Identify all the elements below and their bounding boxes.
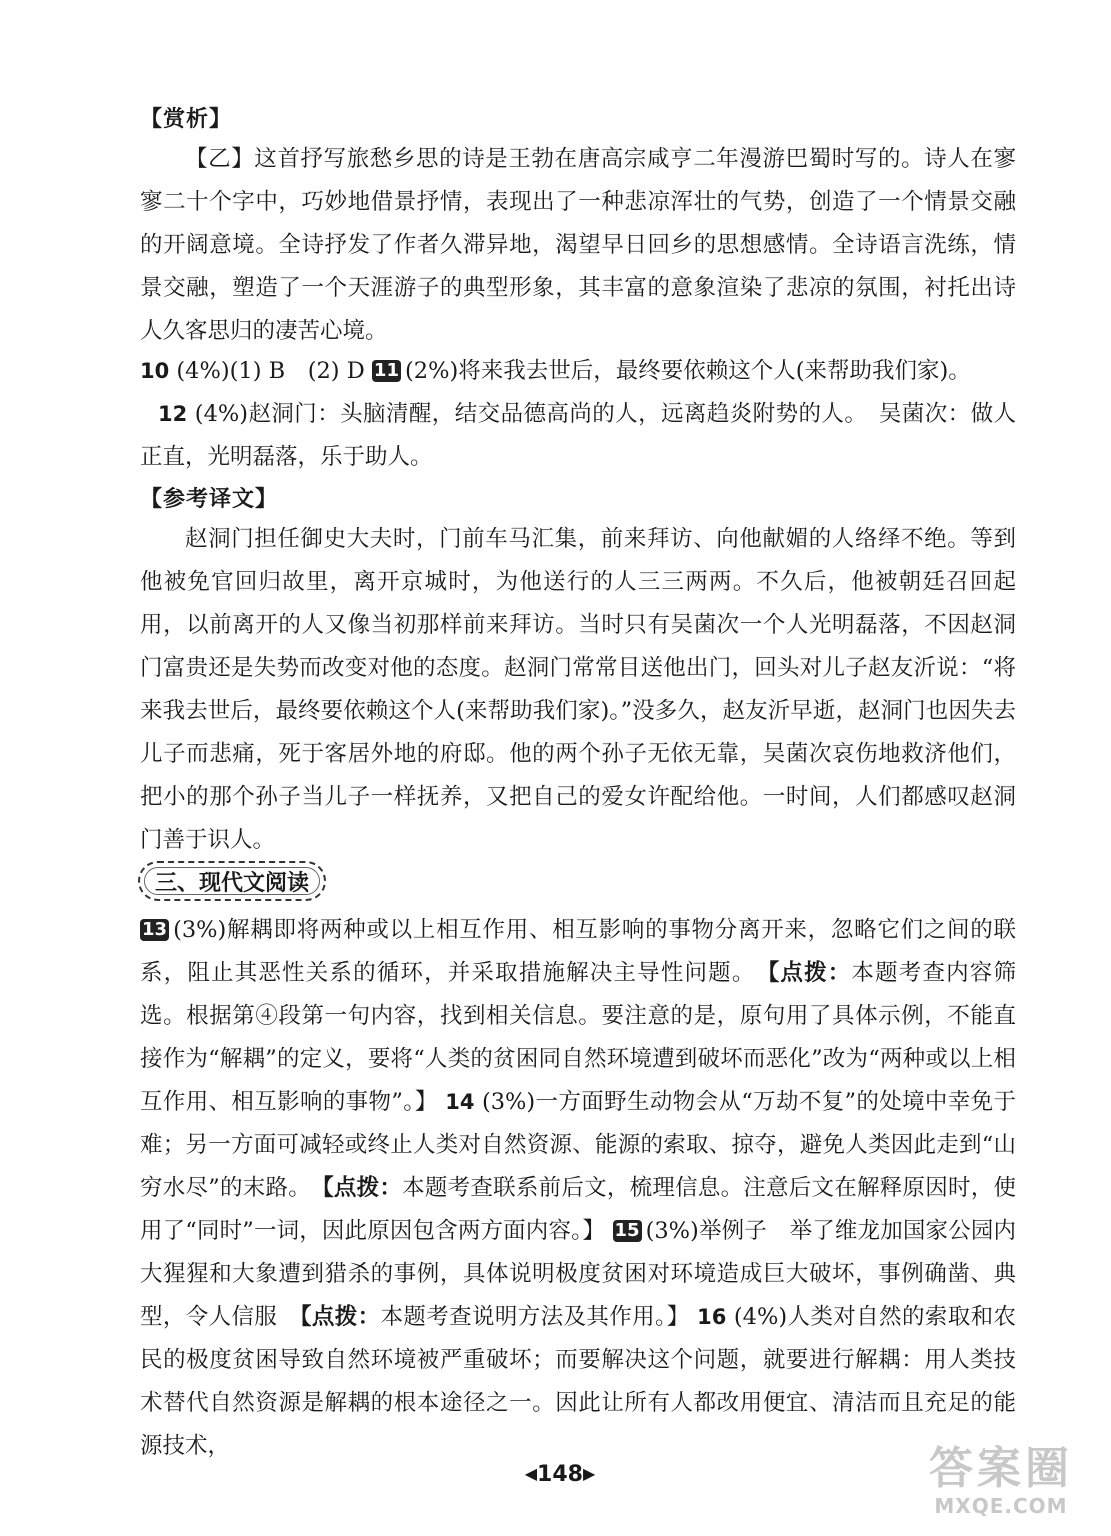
answer-12: (4%)赵洞门：头脑清醒，结交品德高尚的人，远离趋炎附势的人。 吴菌次：做人正直，光明磊落，乐于助人。 <box>140 401 1016 470</box>
answer-16: (4%)人类对自然的索取和农民的极度贫困导致自然环境被严重破坏；而要解决这个问题，就要进行解耦：用人类技术替代自然资源是解耦的根本途径之一。因此让所有人都改用便宜、清洁而且充足的能源技术， <box>140 1304 1016 1459</box>
answer-13: (3%)解耦即将两种或以上相互作用、相互影响的事物分离开来，忽略它们之间的联系，阻止其恶性关系的循环，并采取措施解决主导性问题。 <box>140 917 1016 986</box>
appreciation-heading: 【赏析】 <box>140 107 233 132</box>
question-number-11: 11 <box>373 360 399 381</box>
tip-label-14: 【点拨： <box>322 1175 403 1201</box>
watermark-logo <box>911 1444 1091 1524</box>
watermark-mark: 答案圈 <box>929 1443 1073 1494</box>
answer-15: (3%)举例子 举了维龙加国家公园内大猩猩和大象遭到猎杀的事例，具体说明极度贫困对环境造成巨大破坏，事例确凿、典型，令人信服 <box>140 1218 1016 1330</box>
question-number-16: 16 <box>697 1305 727 1329</box>
question-number-12: 12 <box>158 402 188 426</box>
question-number-13: 13 <box>142 919 168 940</box>
answer-14: (3%)一方面野生动物会从“万劫不复”的处境中幸免于难；另一方面可减轻或终止人类对自然资源、能源的索取、掠夺，避免人类因此走到“山穷水尽”的末路。 <box>140 1089 1016 1201</box>
section-heading <box>138 861 326 901</box>
tip-13: 本题考查内容筛选。根据第④段第一句内容，找到相关信息。要注意的是，原句用了具体示例，不能直接作为“解耦”的定义，要将“人类的贫困同自然环境遭到破坏而恶化”改为“两种或以上相互作用、相互影响的事物”。】 <box>140 960 1016 1115</box>
translation-heading: 【参考译文】 <box>140 487 279 512</box>
tip-15: 本题考查说明方法及其作用。】 <box>380 1304 690 1330</box>
tip-label-13: 【点拨： <box>767 960 852 986</box>
answer-10: (4%)(1) B (2) D <box>169 358 372 384</box>
watermark-url: MXQE.COM <box>934 1494 1068 1518</box>
question-number-14: 14 <box>445 1090 475 1114</box>
section-title: 三、现代文阅读 <box>154 870 309 896</box>
answer-11: (2%)将来我去世后，最终要依赖这个人(来帮助我们家)。 <box>404 358 971 384</box>
translation-text: 赵洞门担任御史大夫时，门前车马汇集，前来拜访、向他献媚的人络绎不绝。等到他被免官回归故里，离开京城时，为他送行的人三三两两。不久后，他被朝廷召回起用，以前离开的人又像当初那样前来拜访。当时只有吴菌次一个人光明磊落，不因赵洞门富贵还是失势而改变对他的态度。赵洞门常常目送他出门，回头对儿子赵友沂说：“将来我去世后，最终要依赖这个人(来帮助我们家)。”没多久，赵友沂早逝，赵洞门也因失去儿子而悲痛，死于客居外地的府邸。他的两个孙子无依无靠，吴菌次哀伤地救济他们，把小的那个孙子当儿子一样抚养，又把自己的爱女许配给他。一时间，人们都感叹赵洞门善于识人。 <box>140 526 1016 853</box>
appreciation-text: 【乙】这首抒写旅愁乡思的诗是王勃在唐高宗咸亨二年漫游巴蜀时写的。诗人在寥寥二十个字中，巧妙地借景抒情，表现出了一种悲凉浑壮的气势，创造了一个情景交融的开阔意境。全诗抒发了作者久滞异地，渴望早日回乡的思想感情。全诗语言洗练，情景交融，塑造了一个天涯游子的典型形象，其丰富的意象渲染了悲凉的氛围，衬托出诗人久客思归的凄苦心境。 <box>140 146 1016 344</box>
modern-reading-answers <box>140 909 1016 1468</box>
question-number-10: 10 <box>140 359 170 383</box>
answers-10-11 <box>140 350 1016 393</box>
tip-14: 本题考查联系前后文，梳理信息。注意后文在解释原因时，使用了“同时”一词，因此原因包含两方面内容。】 <box>140 1175 1016 1244</box>
answer-12-block <box>140 393 1016 479</box>
question-number-15: 15 <box>614 1220 640 1241</box>
page-number <box>515 1462 605 1487</box>
left-triangle-icon: ◀ <box>524 1464 538 1483</box>
page-number-value: 148 <box>537 1462 583 1487</box>
right-triangle-icon: ▶ <box>582 1464 596 1483</box>
tip-label-15: 【点拨： <box>300 1304 381 1330</box>
